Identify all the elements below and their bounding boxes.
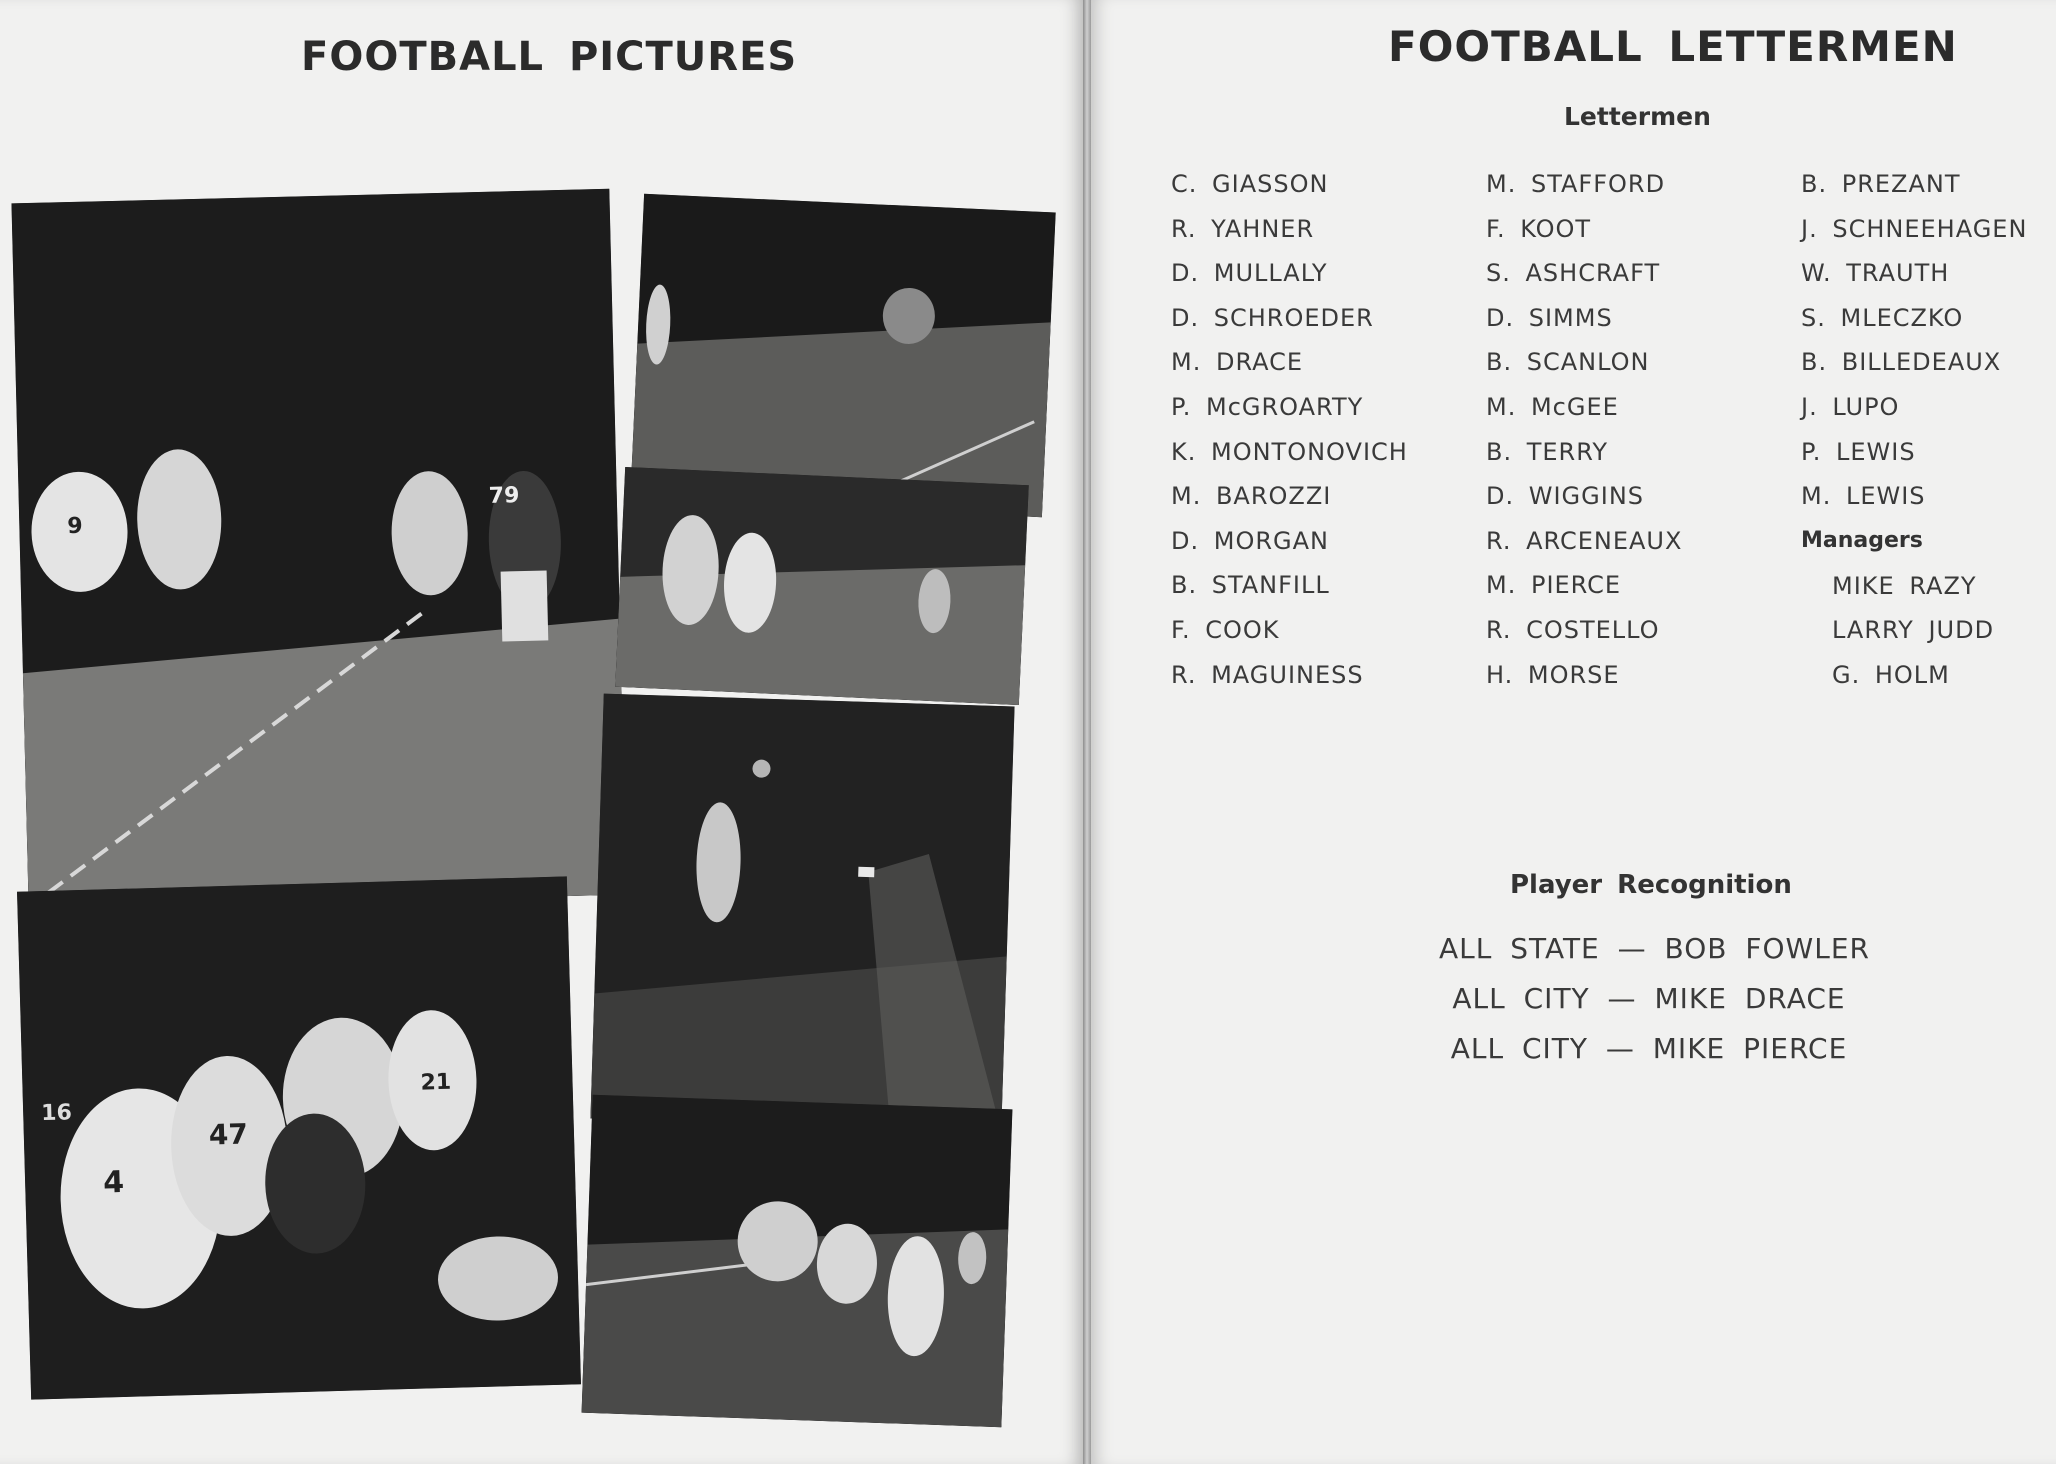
book-gutter bbox=[1083, 0, 1091, 1464]
football-photo-4 bbox=[590, 694, 1014, 1132]
letterman-name: D. SCHROEDER bbox=[1171, 303, 1374, 332]
lettermen-heading: Lettermen bbox=[1564, 102, 1711, 131]
letterman-name: R. MAGUINESS bbox=[1171, 660, 1364, 689]
letterman-name: M. McGEE bbox=[1486, 392, 1619, 421]
letterman-name: J. LUPO bbox=[1801, 392, 1900, 421]
letterman-name: D. MORGAN bbox=[1171, 526, 1329, 555]
jersey-number-9: 9 bbox=[67, 513, 83, 540]
letterman-name: F. COOK bbox=[1171, 615, 1280, 644]
football-photo-2 bbox=[630, 194, 1055, 517]
letterman-name: R. YAHNER bbox=[1171, 214, 1315, 243]
lettermen-column-2 bbox=[1486, 162, 1682, 697]
manager-name: LARRY JUDD bbox=[1832, 616, 1995, 645]
jersey-number-16: 16 bbox=[40, 1100, 73, 1127]
letterman-name: D. WIGGINS bbox=[1486, 482, 1645, 511]
letterman-name: B. PREZANT bbox=[1801, 170, 1961, 198]
manager-name: G. HOLM bbox=[1832, 660, 1950, 689]
football-photo-3 bbox=[615, 467, 1029, 705]
page-title-football-pictures: FOOTBALL PICTURES bbox=[301, 34, 798, 80]
letterman-name: C. GIASSON bbox=[1171, 170, 1329, 198]
lettermen-column-1 bbox=[1171, 162, 1408, 697]
letterman-name: K. MONTONOVICH bbox=[1171, 437, 1408, 466]
letterman-name: S. MLECZKO bbox=[1801, 303, 1964, 332]
letterman-name: S. ASHCRAFT bbox=[1486, 259, 1661, 288]
letterman-name: W. TRAUTH bbox=[1801, 259, 1950, 288]
lettermen-column-3 bbox=[1801, 162, 2027, 519]
recognition-entry: ALL CITY — MIKE PIERCE bbox=[1450, 1032, 1848, 1065]
letterman-name: F. KOOT bbox=[1486, 214, 1592, 243]
recognition-entry: ALL CITY — MIKE DRACE bbox=[1452, 982, 1846, 1015]
player-recognition-list bbox=[1439, 924, 1870, 1074]
letterman-name: M. PIERCE bbox=[1486, 571, 1622, 600]
jersey-number-79: 79 bbox=[488, 483, 520, 509]
recognition-entry: ALL STATE — BOB FOWLER bbox=[1439, 932, 1870, 965]
letterman-name: D. SIMMS bbox=[1486, 303, 1613, 332]
managers-list bbox=[1801, 564, 1994, 698]
letterman-name: M. BAROZZI bbox=[1171, 482, 1332, 511]
page-title-football-lettermen: FOOTBALL LETTERMEN bbox=[1388, 22, 1958, 71]
letterman-name: P. McGROARTY bbox=[1171, 392, 1364, 421]
jersey-number-47: 47 bbox=[208, 1117, 249, 1152]
letterman-name: M. STAFFORD bbox=[1486, 170, 1666, 198]
jersey-number-4: 4 bbox=[102, 1164, 125, 1201]
player-recognition-heading: Player Recognition bbox=[1510, 870, 1792, 900]
letterman-name: R. ARCENEAUX bbox=[1486, 526, 1683, 555]
jersey-number-21: 21 bbox=[420, 1069, 452, 1096]
football-photo-6 bbox=[582, 1095, 1013, 1427]
letterman-name: M. LEWIS bbox=[1801, 482, 1926, 511]
right-page bbox=[1091, 0, 2056, 1464]
letterman-name: B. SCANLON bbox=[1486, 348, 1650, 377]
letterman-name: H. MORSE bbox=[1486, 660, 1620, 689]
letterman-name: J. SCHNEEHAGEN bbox=[1801, 214, 2028, 243]
letterman-name: B. STANFILL bbox=[1171, 571, 1330, 600]
football-photo-1 bbox=[11, 189, 626, 909]
letterman-name: P. LEWIS bbox=[1801, 437, 1916, 466]
letterman-name: R. COSTELLO bbox=[1486, 615, 1660, 644]
manager-name: MIKE RAZY bbox=[1832, 571, 1977, 600]
letterman-name: M. DRACE bbox=[1171, 348, 1304, 377]
football-photo-5 bbox=[17, 876, 581, 1399]
letterman-name: B. TERRY bbox=[1486, 437, 1609, 466]
managers-section bbox=[1801, 519, 1994, 697]
managers-heading: Managers bbox=[1801, 528, 1923, 553]
letterman-name: B. BILLEDEAUX bbox=[1801, 348, 2002, 377]
letterman-name: D. MULLALY bbox=[1171, 259, 1328, 288]
